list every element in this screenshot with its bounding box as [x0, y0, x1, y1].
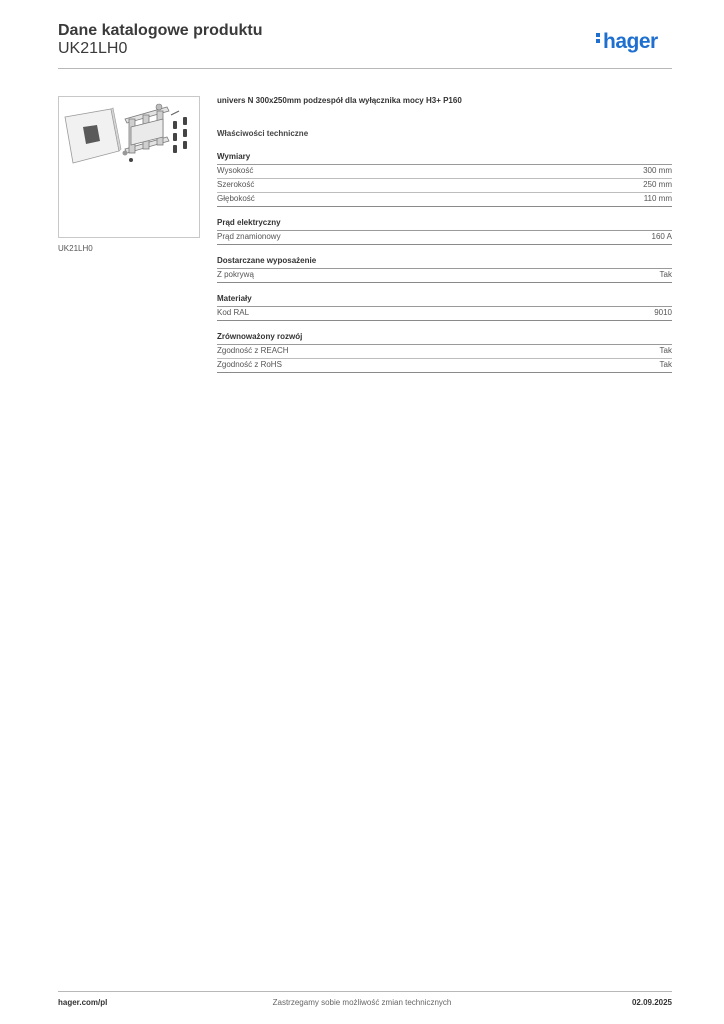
page-title: Dane katalogowe produktu [58, 22, 263, 39]
spec-label: Szerokość [217, 180, 255, 189]
spec-label: Głębokość [217, 194, 255, 203]
spec-label: Wysokość [217, 166, 254, 175]
spec-label: Zgodność z RoHS [217, 360, 282, 369]
footer-website-link[interactable]: hager.com/pl [58, 998, 108, 1007]
product-illustration [59, 97, 199, 237]
spec-label: Zgodność z REACH [217, 346, 289, 355]
spec-value: Tak [659, 270, 672, 279]
section-materials [217, 294, 672, 321]
footer-date: 02.09.2025 [631, 998, 672, 1007]
logo-text: hager [603, 30, 658, 53]
spec-label: Prąd znamionowy [217, 232, 281, 241]
spec-value: Tak [659, 360, 672, 369]
spec-content [217, 96, 672, 373]
product-title: univers N 300x250mm podzespół dla wyłącznika mocy H3+ P160 [217, 96, 462, 105]
product-code: UK21LH0 [58, 40, 128, 57]
hager-logo [596, 30, 658, 54]
spec-row [217, 307, 672, 321]
section-heading: Prąd elektryczny [217, 218, 672, 231]
section-heading: Zrównoważony rozwój [217, 332, 672, 345]
spec-value: 9010 [654, 308, 672, 317]
spec-value: 250 mm [643, 180, 672, 189]
spec-label: Z pokrywą [217, 270, 254, 279]
section-heading: Materiały [217, 294, 672, 307]
header-divider [58, 68, 672, 69]
section-dimensions [217, 152, 672, 207]
section-equipment [217, 256, 672, 283]
spec-row [217, 231, 672, 245]
footer-disclaimer: Zastrzegamy sobie możliwość zmian technicznych [272, 998, 452, 1007]
section-sustainability [217, 332, 672, 373]
product-image [58, 96, 200, 238]
logo-dots-icon [596, 31, 601, 45]
footer-divider [58, 991, 672, 992]
section-heading: Dostarczane wyposażenie [217, 256, 672, 269]
spec-value: 160 A [651, 232, 672, 241]
section-electrical [217, 218, 672, 245]
spec-value: 110 mm [643, 194, 672, 203]
spec-label: Kod RAL [217, 308, 250, 317]
section-heading: Wymiary [217, 152, 672, 165]
tech-properties-heading: Właściwości techniczne [217, 129, 309, 138]
spec-row [217, 179, 672, 193]
spec-row [217, 165, 672, 179]
spec-row [217, 269, 672, 283]
image-caption: UK21LH0 [58, 244, 93, 253]
spec-row [217, 193, 672, 207]
spec-value: Tak [659, 346, 672, 355]
spec-row [217, 345, 672, 359]
spec-row [217, 359, 672, 373]
spec-value: 300 mm [643, 166, 672, 175]
